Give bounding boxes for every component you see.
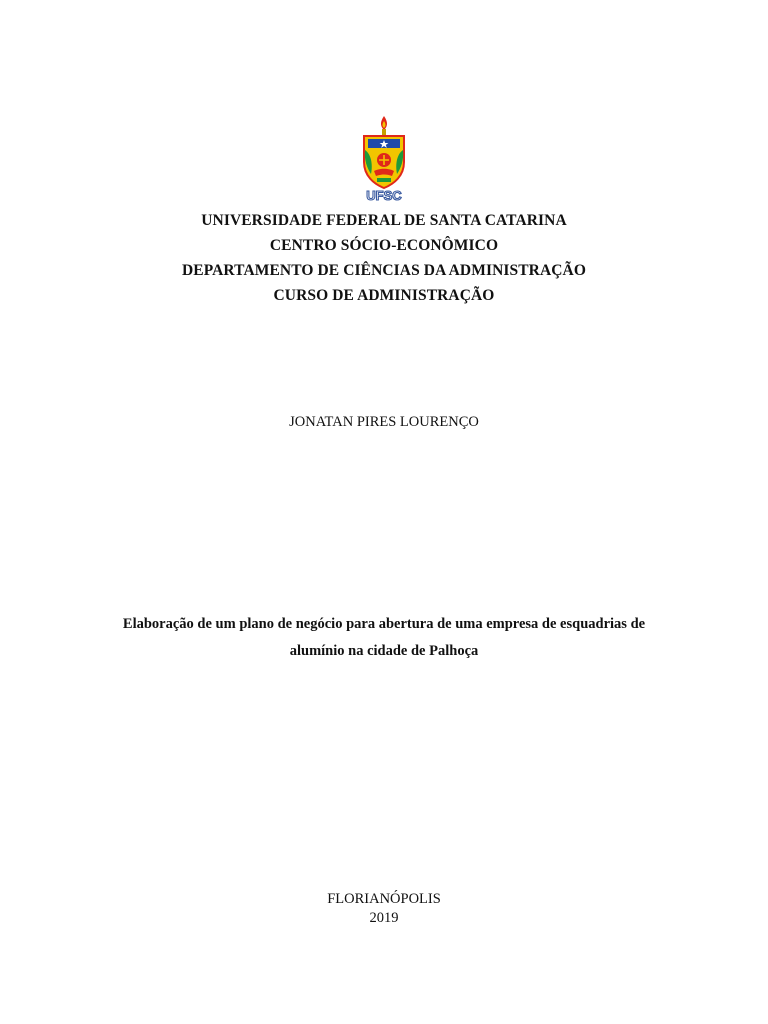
university-name: UNIVERSIDADE FEDERAL DE SANTA CATARINA	[201, 212, 567, 229]
svg-text:UFSC: UFSC	[366, 188, 402, 203]
thesis-title-line-1: Elaboração de um plano de negócio para abertura de uma empresa de esquadrias de	[122, 616, 646, 632]
city: FLORIANÓPOLIS	[327, 891, 441, 907]
center-name: CENTRO SÓCIO-ECONÔMICO	[269, 237, 499, 254]
author-name: JONATAN PIRES LOURENÇO	[289, 414, 479, 430]
ufsc-coat-of-arms-icon	[359, 114, 409, 204]
institution-header	[0, 208, 768, 308]
place-and-year	[0, 890, 768, 928]
course-name: CURSO DE ADMINISTRAÇÃO	[273, 287, 495, 304]
year: 2019	[369, 910, 399, 926]
thesis-title-line-2: alumínio na cidade de Palhoça	[289, 643, 479, 659]
thesis-title	[100, 611, 668, 665]
department-name: DEPARTAMENTO DE CIÊNCIAS DA ADMINISTRAÇÃO	[181, 262, 587, 279]
